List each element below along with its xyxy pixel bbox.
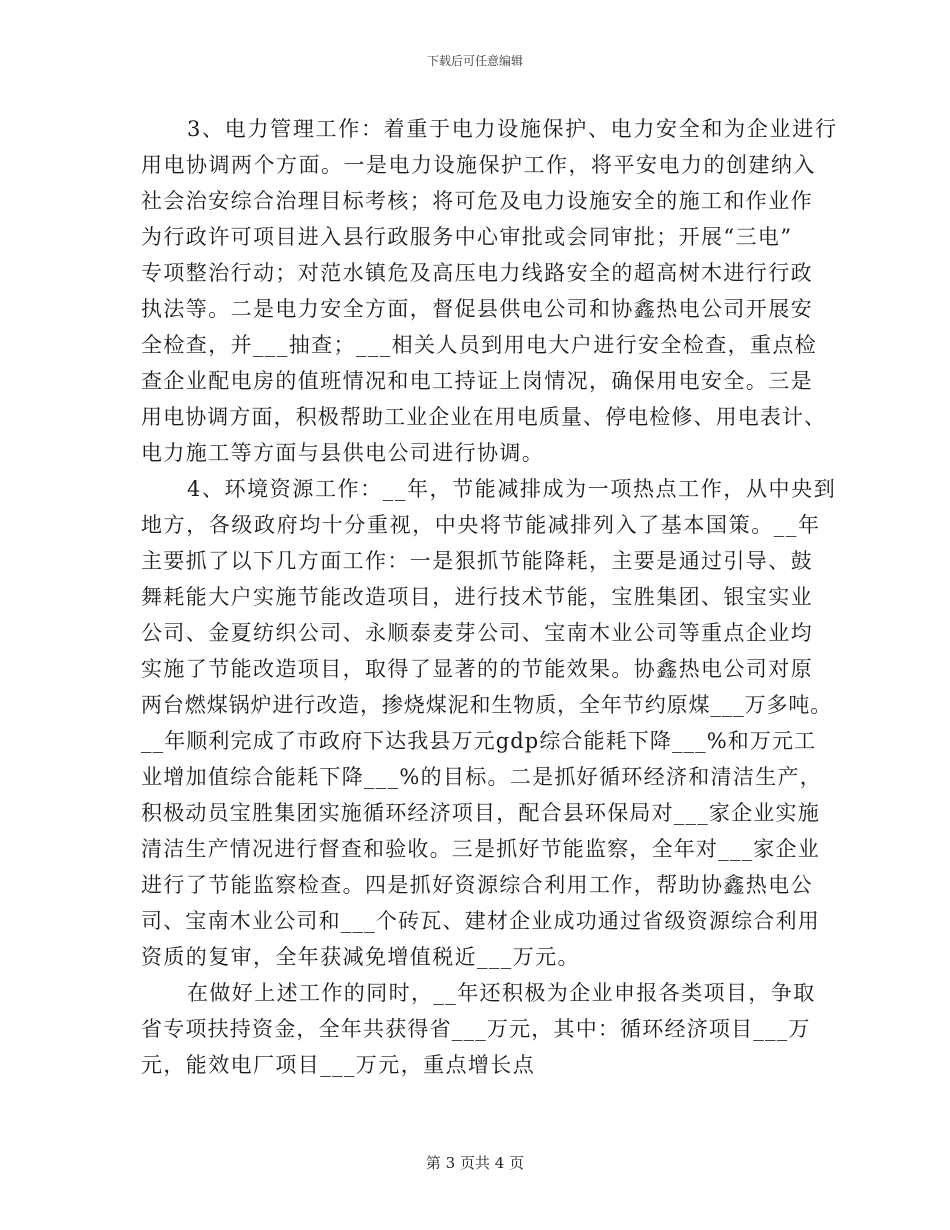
paragraph-line: 舞耗能大户实施节能改造项目，进行技术节能，宝胜集团、银宝实业 — [141, 585, 813, 609]
paragraph-line: 进行了节能监察检查。四是抓好资源综合利用工作，帮助协鑫热电公 — [141, 873, 813, 897]
paragraph-line: __年顺利完成了市政府下达我县万元gdp综合能耗下降___%和万元工 — [141, 729, 817, 753]
paragraph-line: 元，能效电厂项目___万元，重点增长点 — [141, 1053, 536, 1077]
paragraph-line: 两台燃煤锅炉进行改造，掺烧煤泥和生物质，全年节约原煤___万多吨。 — [141, 693, 833, 717]
paragraph-line: 查企业配电房的值班情况和电工持证上岗情况，确保用电安全。三是 — [141, 369, 813, 393]
paragraph-line: 业增加值综合能耗下降___%的目标。二是抓好循环经济和清洁生产， — [141, 765, 823, 789]
paragraph-line: 电力施工等方面与县供电公司进行协调。 — [141, 441, 545, 465]
paragraph-line: 用电协调两个方面。一是电力设施保护工作，将平安电力的创建纳入 — [141, 153, 816, 177]
page-footer: 第 3 页共 4 页 — [425, 1154, 525, 1172]
paragraph-line: 司、宝南木业公司和___个砖瓦、建材企业成功通过省级资源综合利用 — [141, 909, 820, 933]
paragraph-line: 地方，各级政府均十分重视，中央将节能减排列入了基本国策。__年 — [141, 513, 821, 537]
paragraph-line: 全检查，并___抽查；___相关人员到用电大户进行安全检查，重点检 — [141, 333, 818, 357]
paragraph-line: 省专项扶持资金，全年共获得省___万元，其中：循环经济项目___万 — [141, 1017, 811, 1041]
paragraph-line: 清洁生产情况进行督查和验收。三是抓好节能监察，全年对___家企业 — [141, 837, 820, 861]
paragraph-line: 专项整治行动；对范水镇危及高压电力线路安全的超高树木进行行政 — [141, 261, 813, 285]
paragraph-line: 积极动员宝胜集团实施循环经济项目，配合县环保局对___家企业实施 — [141, 801, 820, 825]
paragraph-line: 执法等。二是电力安全方面，督促县供电公司和协鑫热电公司开展安 — [141, 297, 813, 321]
paragraph-line: 为行政许可项目进入县行政服务中心审批或会同审批；开展“三电” — [141, 225, 793, 249]
paragraph-line: 社会治安综合治理目标考核；将可危及电力设施安全的施工和作业作 — [141, 189, 813, 213]
paragraph-line: 实施了节能改造项目，取得了显著的的节能效果。协鑫热电公司对原 — [141, 657, 813, 681]
paragraph-line: 用电协调方面，积极帮助工业企业在用电质量、停电检修、用电表计、 — [141, 405, 827, 429]
paragraph-line: 公司、金夏纺织公司、永顺泰麦芽公司、宝南木业公司等重点企业均 — [141, 621, 813, 645]
paragraph-line: 主要抓了以下几方面工作：一是狠抓节能降耗，主要是通过引导、鼓 — [141, 549, 813, 573]
paragraph-line: 3、电力管理工作：着重于电力设施保护、电力安全和为企业进行 — [187, 117, 838, 141]
paragraph-line: 在做好上述工作的同时，__年还积极为企业申报各类项目，争取 — [187, 981, 816, 1005]
paragraph-line: 4、环境资源工作：__年，节能减排成为一项热点工作，从中央到 — [187, 477, 837, 501]
page-header: 下载后可任意编辑 — [426, 54, 523, 68]
paragraph-line: 资质的复审，全年获减免增值税近___万元。 — [141, 945, 580, 969]
